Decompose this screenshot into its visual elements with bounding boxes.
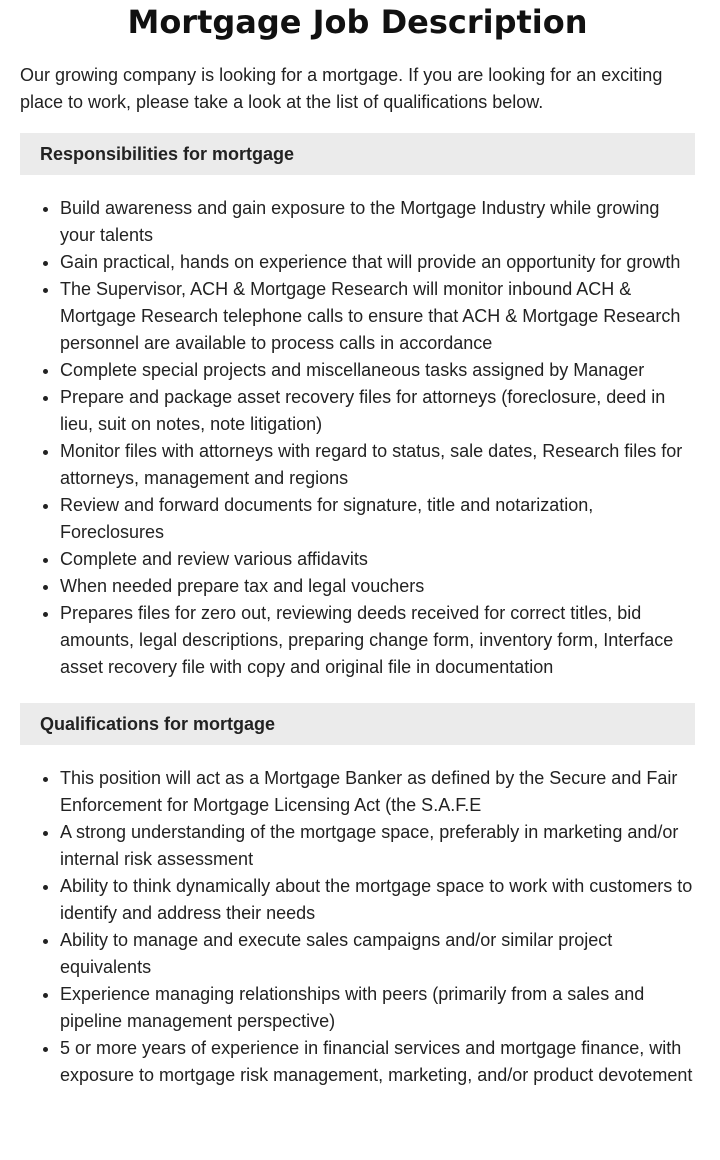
list-item: • Ability to think dynamically about the mortgage space to work with customers to identify and address their needs bbox=[60, 873, 695, 927]
qualifications-heading: Qualifications for mortgage bbox=[20, 703, 695, 745]
list-item: • Prepare and package asset recovery files for attorneys (foreclosure, deed in lieu, suit on notes, note litigation) bbox=[60, 384, 695, 438]
list-item: • When needed prepare tax and legal vouchers bbox=[60, 573, 695, 600]
list-item: • The Supervisor, ACH & Mortgage Research will monitor inbound ACH & Mortgage Research telephone calls to ensure that ACH & Mortgage Research personnel are available to process calls in accordance bbox=[60, 276, 695, 357]
list-item: • Complete special projects and miscellaneous tasks assigned by Manager bbox=[60, 357, 695, 384]
responsibilities-list bbox=[20, 195, 695, 681]
list-item: • A strong understanding of the mortgage space, preferably in marketing and/or internal risk assessment bbox=[60, 819, 695, 873]
responsibilities-heading: Responsibilities for mortgage bbox=[20, 133, 695, 175]
list-item: • This position will act as a Mortgage Banker as defined by the Secure and Fair Enforcement for Mortgage Licensing Act (the S.A.F.E bbox=[60, 765, 695, 819]
list-item: • 5 or more years of experience in financial services and mortgage finance, with exposure to mortgage risk management, marketing, and/or product devotement bbox=[60, 1035, 695, 1089]
list-item: • Ability to manage and execute sales campaigns and/or similar project equivalents bbox=[60, 927, 695, 981]
qualifications-list bbox=[20, 765, 695, 1089]
list-item: • Prepares files for zero out, reviewing deeds received for correct titles, bid amounts, legal descriptions, preparing change form, inventory form, Interface asset recovery file with copy and original file in documentation bbox=[60, 600, 695, 681]
list-item: • Experience managing relationships with peers (primarily from a sales and pipeline management perspective) bbox=[60, 981, 695, 1035]
list-item: • Monitor files with attorneys with regard to status, sale dates, Research files for attorneys, management and regions bbox=[60, 438, 695, 492]
list-item: • Build awareness and gain exposure to the Mortgage Industry while growing your talents bbox=[60, 195, 695, 249]
list-item: • Complete and review various affidavits bbox=[60, 546, 695, 573]
list-item: • Gain practical, hands on experience that will provide an opportunity for growth bbox=[60, 249, 695, 276]
page-title: Mortgage Job Description bbox=[127, 3, 588, 41]
intro-paragraph: Our growing company is looking for a mortgage. If you are looking for an exciting place to work, please take a look at the list of qualifications below. bbox=[20, 65, 663, 112]
list-item: • Review and forward documents for signature, title and notarization, Foreclosures bbox=[60, 492, 695, 546]
